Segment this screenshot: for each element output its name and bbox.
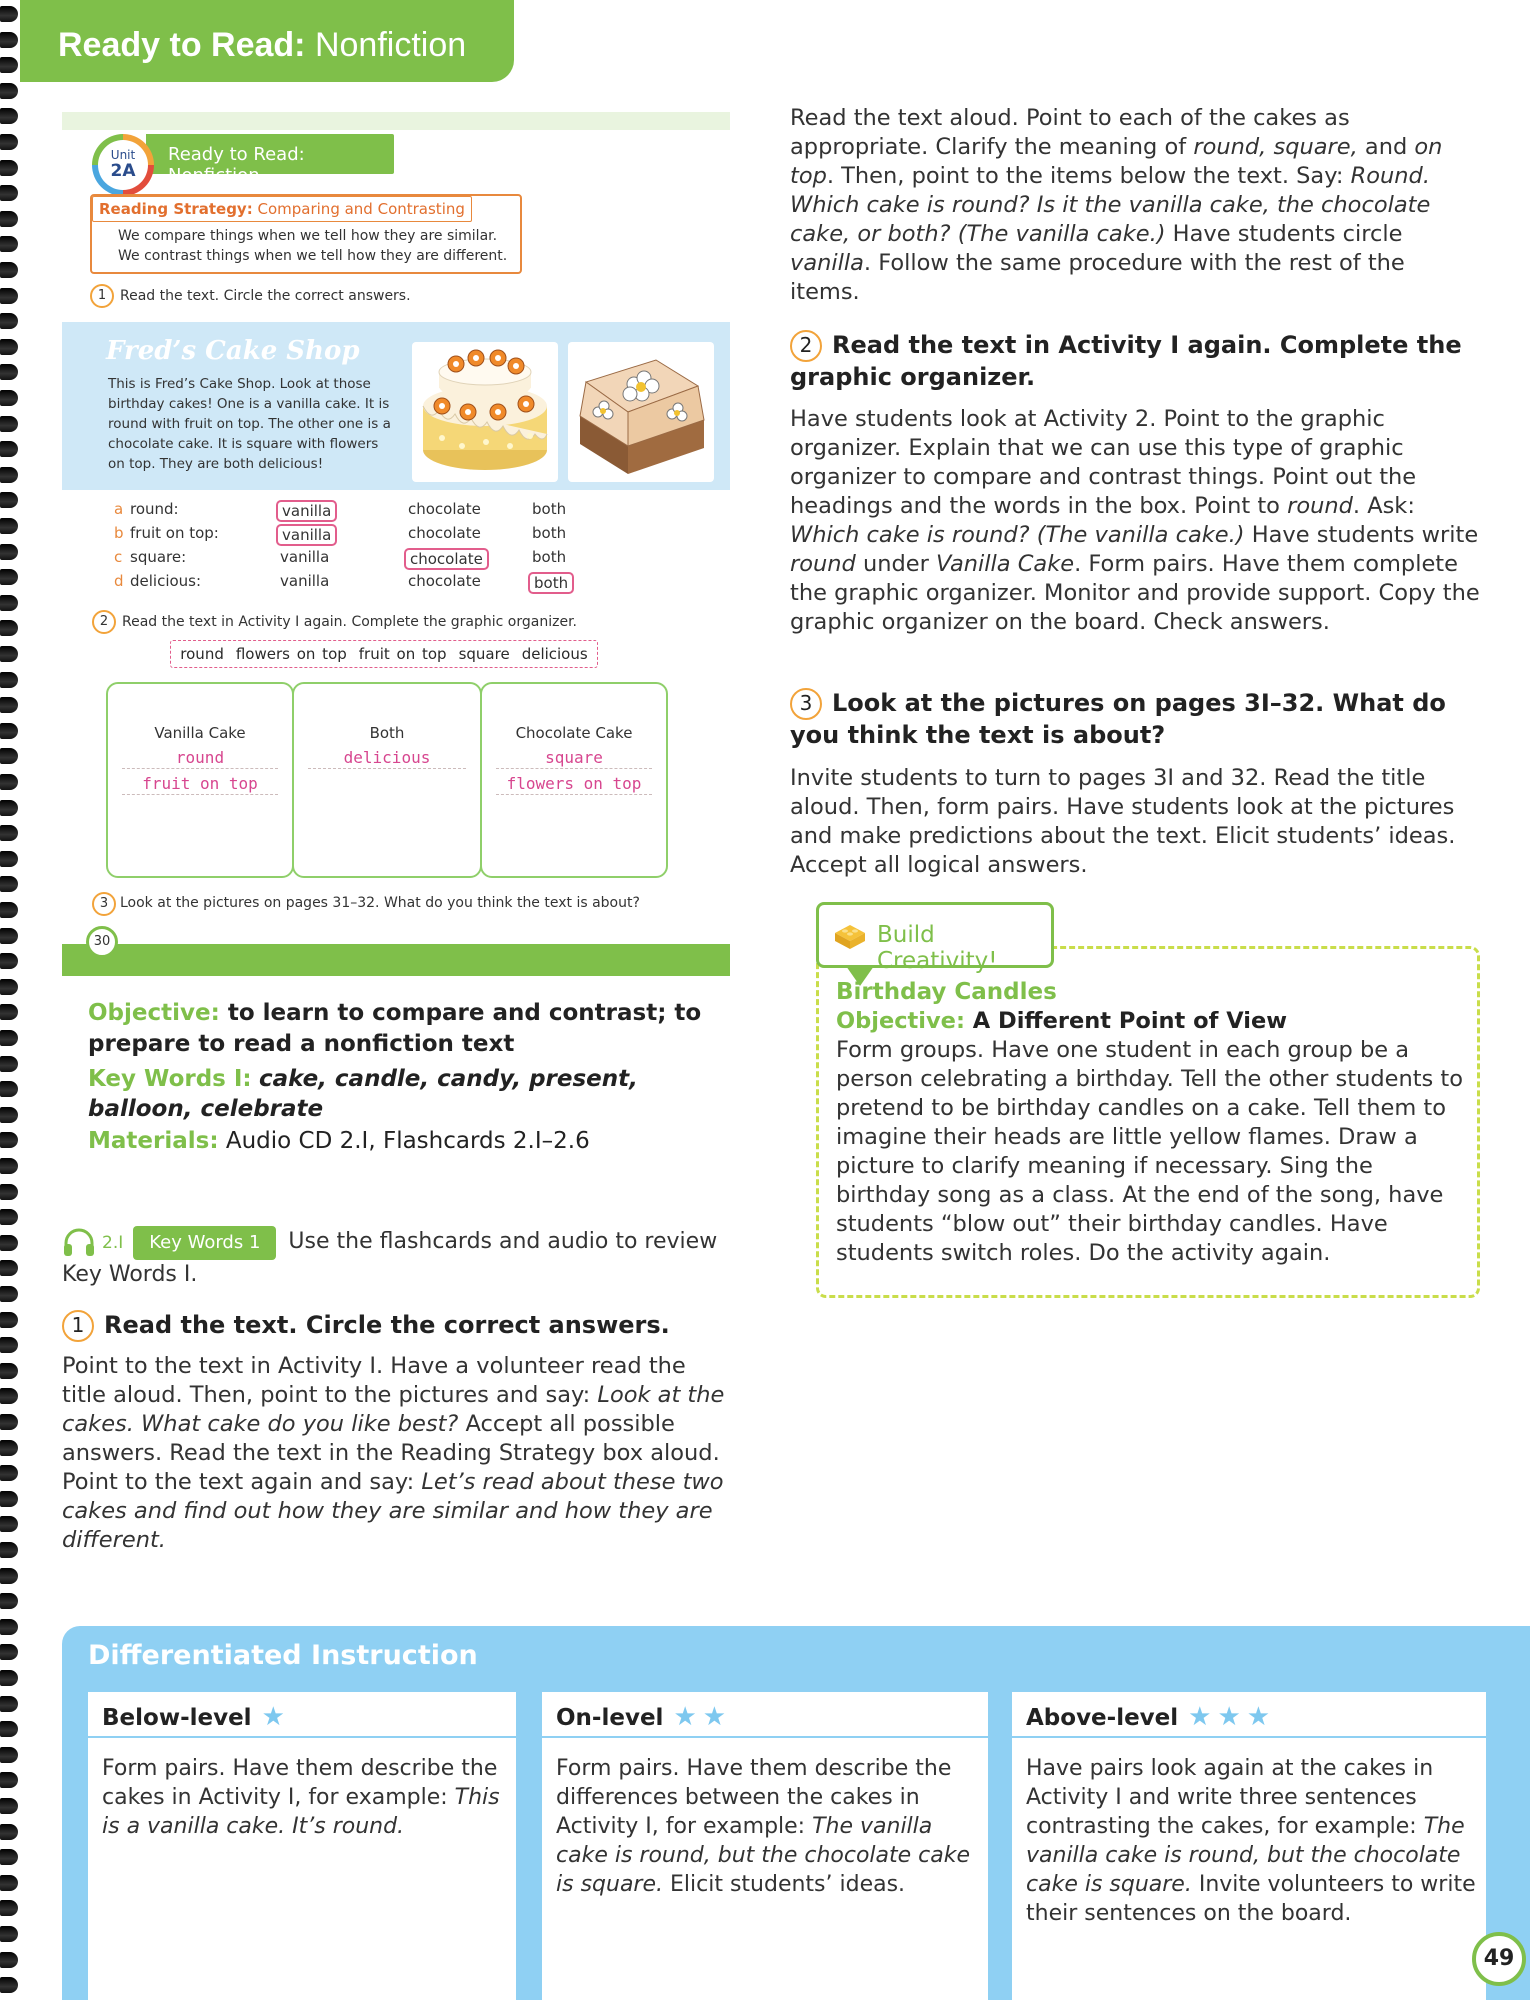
circle-answers-list [114, 500, 674, 590]
spiral-binding [0, 0, 20, 2000]
spiral-ring [0, 774, 18, 790]
spiral-ring [0, 32, 18, 48]
shop-name: Fred’s Cake Shop [106, 336, 360, 366]
activity-title: Birthday Candles [836, 979, 1057, 1005]
spiral-ring [0, 1824, 18, 1840]
thumbnail-step-2: 2 Read the text in Activity I again. Complete the graphic organizer. [92, 610, 577, 634]
spiral-ring [0, 1388, 18, 1404]
spiral-ring [0, 646, 18, 662]
key-words-pill: Key Words 1 [133, 1226, 276, 1260]
spiral-ring [0, 1312, 18, 1328]
spiral-ring [0, 569, 18, 585]
spiral-ring [0, 1644, 18, 1660]
on-level-text: Form pairs. Have them describe the differences between the cakes in Activity I, for example: The vanilla cake is round, but the chocolate cake is square. Elicit students’ ideas. [556, 1756, 971, 1897]
spiral-ring [0, 1542, 18, 1558]
spiral-ring [0, 1670, 18, 1686]
reading-strategy-text: We compare things when we tell how they are similar. We contrast things when we tell how they are different. [118, 228, 508, 264]
spiral-ring [0, 800, 18, 816]
spiral-ring [0, 1363, 18, 1379]
differentiated-instruction-title: Differentiated Instruction [88, 1640, 478, 1671]
audio-track: 2.I [102, 1233, 124, 1253]
key-words: Key Words I: cake, candle, candy, present, balloon, celebrate [88, 1066, 638, 1122]
section-title: Ready to Read: Nonfiction [58, 26, 467, 64]
star-icon: ★★★ [1188, 1702, 1277, 1732]
thumbnail-step-3: 3 Look at the pictures on pages 31–32. What do you think the text is about? [92, 892, 640, 916]
spiral-ring [0, 1465, 18, 1481]
page-number: 49 [1472, 1932, 1526, 1986]
spiral-ring [0, 1081, 18, 1097]
spiral-ring [0, 1440, 18, 1456]
star-icon: ★★ [673, 1702, 733, 1732]
spiral-ring [0, 544, 18, 560]
spiral-ring [0, 1952, 18, 1968]
spiral-ring [0, 236, 18, 252]
build-creativity-tab: Build Creativity! [816, 902, 1054, 968]
spiral-ring [0, 748, 18, 764]
spiral-ring [0, 1747, 18, 1763]
spiral-ring [0, 902, 18, 918]
spiral-ring [0, 492, 18, 508]
spiral-ring [0, 108, 18, 124]
spiral-ring [0, 697, 18, 713]
spiral-ring [0, 211, 18, 227]
student-book-thumbnail [62, 112, 730, 976]
spiral-ring [0, 1721, 18, 1737]
spiral-ring [0, 1696, 18, 1712]
spiral-ring [0, 441, 18, 457]
answer-row: a round: vanilla chocolate both [114, 500, 567, 520]
step-1-continued: Read the text aloud. Point to each of the cakes as appropriate. Clarify the meaning of round, square, and on top. Then, point to the items below the text. Say: Round. Which cake is round? Is it the vanilla cake, the chocolate cake, or both? (The vanilla cake.) Have students circle vanilla. Follow the same procedure with the rest of the items. [790, 105, 1443, 305]
spiral-ring [0, 1235, 18, 1251]
spiral-ring [0, 953, 18, 969]
spiral-ring [0, 1593, 18, 1609]
answer-row: d delicious: vanilla chocolate both [114, 572, 634, 594]
above-level-cell [1012, 1692, 1486, 2000]
building-block-icon [833, 921, 867, 951]
spiral-ring [0, 134, 18, 150]
on-level-cell [542, 1692, 988, 2000]
step-2-body: Have students look at Activity 2. Point to the graphic organizer. Explain that we can use this type of graphic organizer to compare and contrast things. Point out the headings and the words in the box. Point to round. Ask: Which cake is round? (The vanilla cake.) Have students write round under Vanilla Cake. Form pairs. Have them complete the graphic organizer. Monitor and provide support. Copy the graphic organizer on the board. Check answers. [790, 406, 1480, 635]
spiral-ring [0, 1849, 18, 1865]
step-1-body: Point to the text in Activity I. Have a volunteer read the title aloud. Then, point to the pictures and say: Look at the cakes. What cake do you like best? Accept all possible answers. Read the text in the Reading Strategy box aloud. Point to the text again and say: Let’s read about these two cakes and find out how they are similar and how they are different. [62, 1353, 725, 1553]
organizer-column-both: Both delicious [292, 682, 482, 878]
step-2-heading: 2 Read the text in Activity I again. Complete the graphic organizer. [790, 331, 1462, 391]
chocolate-cake-picture [568, 342, 714, 482]
reading-strategy-label: Reading Strategy: Comparing and Contrasting [92, 196, 472, 222]
spiral-ring [0, 1209, 18, 1225]
spiral-ring [0, 1132, 18, 1148]
spiral-ring [0, 185, 18, 201]
spiral-ring [0, 1619, 18, 1635]
spiral-ring [0, 6, 18, 22]
spiral-ring [0, 416, 18, 432]
below-level-heading: Below-level ★ [88, 1692, 516, 1738]
spiral-ring [0, 723, 18, 739]
step-3-body: Invite students to turn to pages 3I and 32. Read the title aloud. Then, form pairs. Have students look at the pictures and make predictions about the text. Elicit students’ ideas. Accept all logical answers. [790, 765, 1456, 878]
unit-code: 2A [110, 161, 136, 181]
on-level-heading: On-level ★★ [542, 1692, 988, 1738]
spiral-ring [0, 160, 18, 176]
spiral-ring [0, 83, 18, 99]
spiral-ring [0, 1568, 18, 1584]
word-box: round flowers on top fruit on top square delicious [170, 640, 598, 668]
spiral-ring [0, 1875, 18, 1891]
spiral-ring [0, 1004, 18, 1020]
step-1-heading: 1 Read the text. Circle the correct answers. [62, 1310, 722, 1342]
spiral-ring [0, 620, 18, 636]
materials: Materials: Audio CD 2.I, Flashcards 2.I–2.6 [88, 1128, 590, 1154]
above-level-heading: Above-level ★★★ [1012, 1692, 1486, 1738]
spiral-ring [0, 851, 18, 867]
spiral-ring [0, 1337, 18, 1353]
below-level-cell [88, 1692, 516, 2000]
spiral-ring [0, 467, 18, 483]
below-level-text: Form pairs. Have them describe the cakes in Activity I, for example: This is a vanilla cake. It’s round. [102, 1756, 500, 1839]
spiral-ring [0, 1926, 18, 1942]
vanilla-cake-picture [412, 342, 558, 482]
spiral-ring [0, 1260, 18, 1276]
build-creativity-content [836, 978, 1466, 1268]
spiral-ring [0, 1900, 18, 1916]
above-level-text: Have pairs look again at the cakes in Activity I and write three sentences contrasting the cakes, for example: The vanilla cake is round, but the chocolate cake is square. Invite volunteers to write their sentences on the board. [1026, 1756, 1476, 1926]
spiral-ring [0, 518, 18, 534]
spiral-ring [0, 1158, 18, 1174]
star-icon: ★ [261, 1702, 291, 1732]
differentiated-instruction-panel [62, 1626, 1530, 2000]
spiral-ring [0, 1491, 18, 1507]
spiral-ring [0, 1977, 18, 1993]
unit-badge [92, 134, 154, 196]
spiral-ring [0, 1184, 18, 1200]
answer-row: c square: vanilla chocolate both [114, 548, 567, 568]
activity-objective: Objective: A Different Point of View [836, 1008, 1287, 1034]
spiral-ring [0, 1516, 18, 1532]
spiral-ring [0, 262, 18, 278]
headphones-icon [62, 1227, 96, 1257]
spiral-ring [0, 313, 18, 329]
organizer-column-chocolate: Chocolate Cake square flowers on top [480, 682, 668, 878]
spiral-ring [0, 1798, 18, 1814]
organizer-column-vanilla: Vanilla Cake round fruit on top [106, 682, 294, 878]
spiral-ring [0, 876, 18, 892]
answer-row: b fruit on top: vanilla chocolate both [114, 524, 567, 544]
spiral-ring [0, 672, 18, 688]
build-creativity-box [816, 902, 1480, 1298]
shop-text: This is Fred’s Cake Shop. Look at those birthday cakes! One is a vanilla cake. It is round with fruit on top. The other one is a chocolate cake. It is square with flowers on top. They are both delicious! [108, 376, 391, 472]
spiral-ring [0, 825, 18, 841]
spiral-ring [0, 1772, 18, 1788]
thumbnail-footer-band [62, 944, 730, 976]
spiral-ring [0, 339, 18, 355]
spiral-ring [0, 1107, 18, 1123]
spiral-ring [0, 928, 18, 944]
spiral-ring [0, 1414, 18, 1430]
spiral-ring [0, 1030, 18, 1046]
spiral-ring [0, 1056, 18, 1072]
unit-label: Unit [110, 148, 136, 162]
spiral-ring [0, 390, 18, 406]
audio-instruction: 2.I Key Words 1 Use the flashcards and audio to review Key Words I. [62, 1226, 722, 1290]
spiral-ring [0, 57, 18, 73]
thumbnail-title: Ready to Read: Nonfiction [146, 134, 394, 174]
activity-text: Form groups. Have one student in each group be a person celebrating a birthday. Tell the other students to pretend to be birthday candles on a cake. Tell them to imagine their heads are little yellow flames. Draw a picture to clarify meaning if necessary. Sing the birthday song as a class. At the end of the song, have students “blow out” their birthday candles. Have students switch roles. Do the activity again. [836, 1037, 1464, 1266]
graphic-organizer [106, 682, 666, 878]
spiral-ring [0, 288, 18, 304]
thumbnail-page-number: 30 [86, 926, 118, 958]
spiral-ring [0, 979, 18, 995]
thumbnail-top-band [62, 112, 730, 130]
spiral-ring [0, 595, 18, 611]
step-3-heading: 3 Look at the pictures on pages 3I–32. What do you think the text is about? [790, 689, 1446, 749]
spiral-ring [0, 1286, 18, 1302]
spiral-ring [0, 364, 18, 380]
thumbnail-step-1: 1 Read the text. Circle the correct answers. [90, 284, 411, 308]
objective: Objective: to learn to compare and contrast; to prepare to read a nonfiction text [88, 1000, 702, 1057]
section-header-tab [20, 0, 514, 82]
